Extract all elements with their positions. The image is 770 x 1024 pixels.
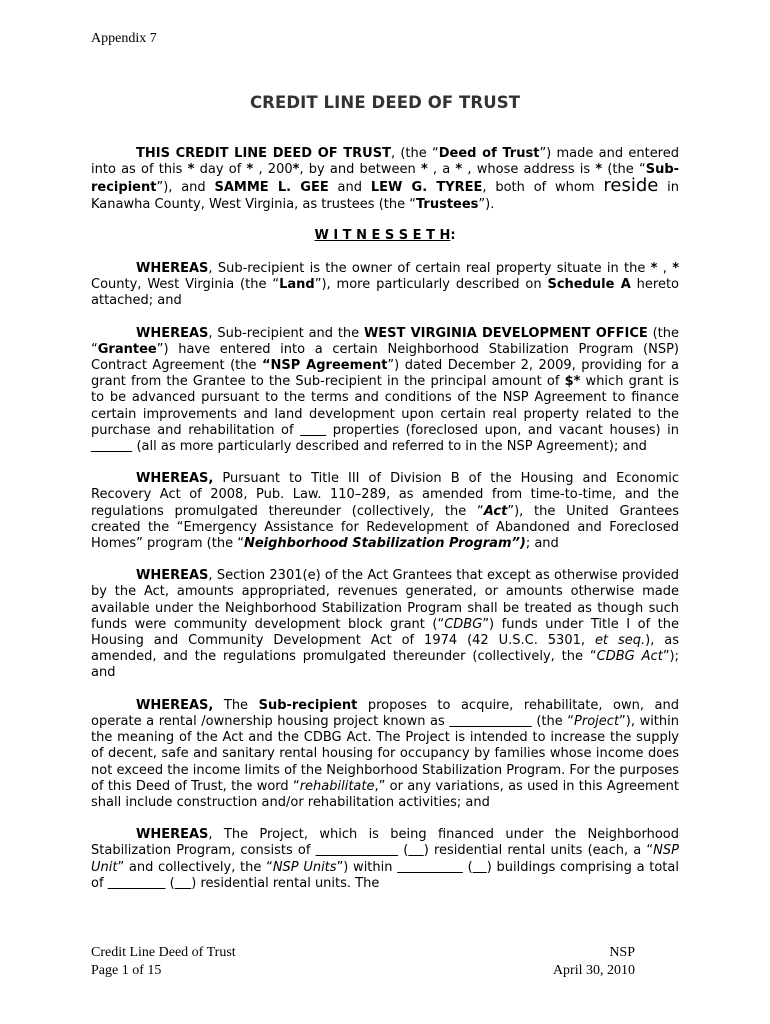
blank-location [91,439,132,454]
paragraph-whereas-act: WHEREAS, Pursuant to Title III of Division B of the Housing and Economic Recovery Act of 2008, Pub. Law. 110–289, as amended from time-to-time, and the regulations promulgated thereunder (collectively, the “Act”), the United Grantees created the “Emergency Assistance for Redevelopment of Abandoned and Foreclosed Homes” program (the “Neighborhood Stabilization Program”); and [91,471,680,552]
blank-total-number [175,876,192,891]
footer-right [553,944,635,980]
blank-project-name [449,714,531,729]
blank-buildings-words [397,860,463,875]
appendix-label: Appendix 7 [91,31,157,46]
paragraph-whereas-agreement: WHEREAS, Sub-recipient and the WEST VIRGINIA DEVELOPMENT OFFICE (the “Grantee”) have entered into a certain Neighborhood Stabilization Program (NSP) Contract Agreement (the “NSP Agreement”) dated December 2, 2009, providing for a grant from the Grantee to the Sub-recipient in the principal amount of $* which grant is to be advanced pursuant to the terms and conditions of the NSP Agreement to finance certain improvements and land development upon certain real property related to the purchase and rehabilitation of properties (foreclosed upon, and vacant houses) in (all as more particularly described and referred to in the NSP Agreement); and [91,325,679,455]
blank-units-words [316,843,398,858]
footer-page-number: Page 1 of 15 [91,963,162,978]
paragraph-whereas-units: WHEREAS, The Project, which is being financed under the Neighborhood Stabilization Program, consists of ( ) residential rental units (each, a “NSP Unit” and collectively, the “NSP Units”) within ( ) buildings comprising a total of ( ) residential rental units. The [91,827,679,891]
document-title: CREDIT LINE DEED OF TRUST [249,93,521,112]
blank-properties-count [300,423,326,438]
document-body [91,146,679,908]
paragraph-whereas-project: WHEREAS, The Sub-recipient proposes to acquire, rehabilitate, own, and operate a rental /ownership housing project known as (the “Project”), within the meaning of the Act and the CDBG Act. The Project is intended to increase the supply of decent, safe and sanitary rental housing for occupancy by families whose income does not exceed the income limits of the Neighborhood Stabilization Program. For the purposes of this Deed of Trust, the word “rehabilitate,” or any variations, as used in this Agreement shall include construction and/or rehabilitation activities; and [91,697,679,810]
paragraph-whereas-cdbg: WHEREAS, Section 2301(e) of the Act Grantees that except as otherwise provided by the Act, amounts appropriated, revenues generated, or amounts otherwise made available under the Neighborhood Stabilization Program shall be treated as though such funds were community development block grant (“CDBG”) funds under Title I of the Housing and Community Development Act of 1974 (42 U.S.C. 5301, et seq.), as amended, and the regulations promulgated thereunder (collectively, the “CDBG Act”); and [91,568,680,681]
blank-buildings-number [473,860,487,875]
footer-date: April 30, 2010 [552,963,635,978]
paragraph-intro: THIS CREDIT LINE DEED OF TRUST, (the “Deed of Trust”) made and entered into as of this * day of * , 200*, by and between * , a * , whose address is * (the “Sub-recipient”), and SAMME L. GEE and LEW G. TYREE, both of whom reside in Kanawha County, West Virginia, as trustees (the “Trustees”). [91,146,680,212]
blank-total-words [108,876,166,891]
footer-program: NSP [609,945,635,960]
witnesseth-heading: W I T N E S S E T H: [314,227,456,243]
blank-units-number [408,843,423,858]
footer-left [91,944,236,980]
paragraph-whereas-land: WHEREAS, Sub-recipient is the owner of certain real property situate in the * , * County, West Virginia (the “Land”), more particularly described on Schedule A hereto attached; and [91,261,679,309]
footer-doc-name: Credit Line Deed of Trust [91,945,236,960]
